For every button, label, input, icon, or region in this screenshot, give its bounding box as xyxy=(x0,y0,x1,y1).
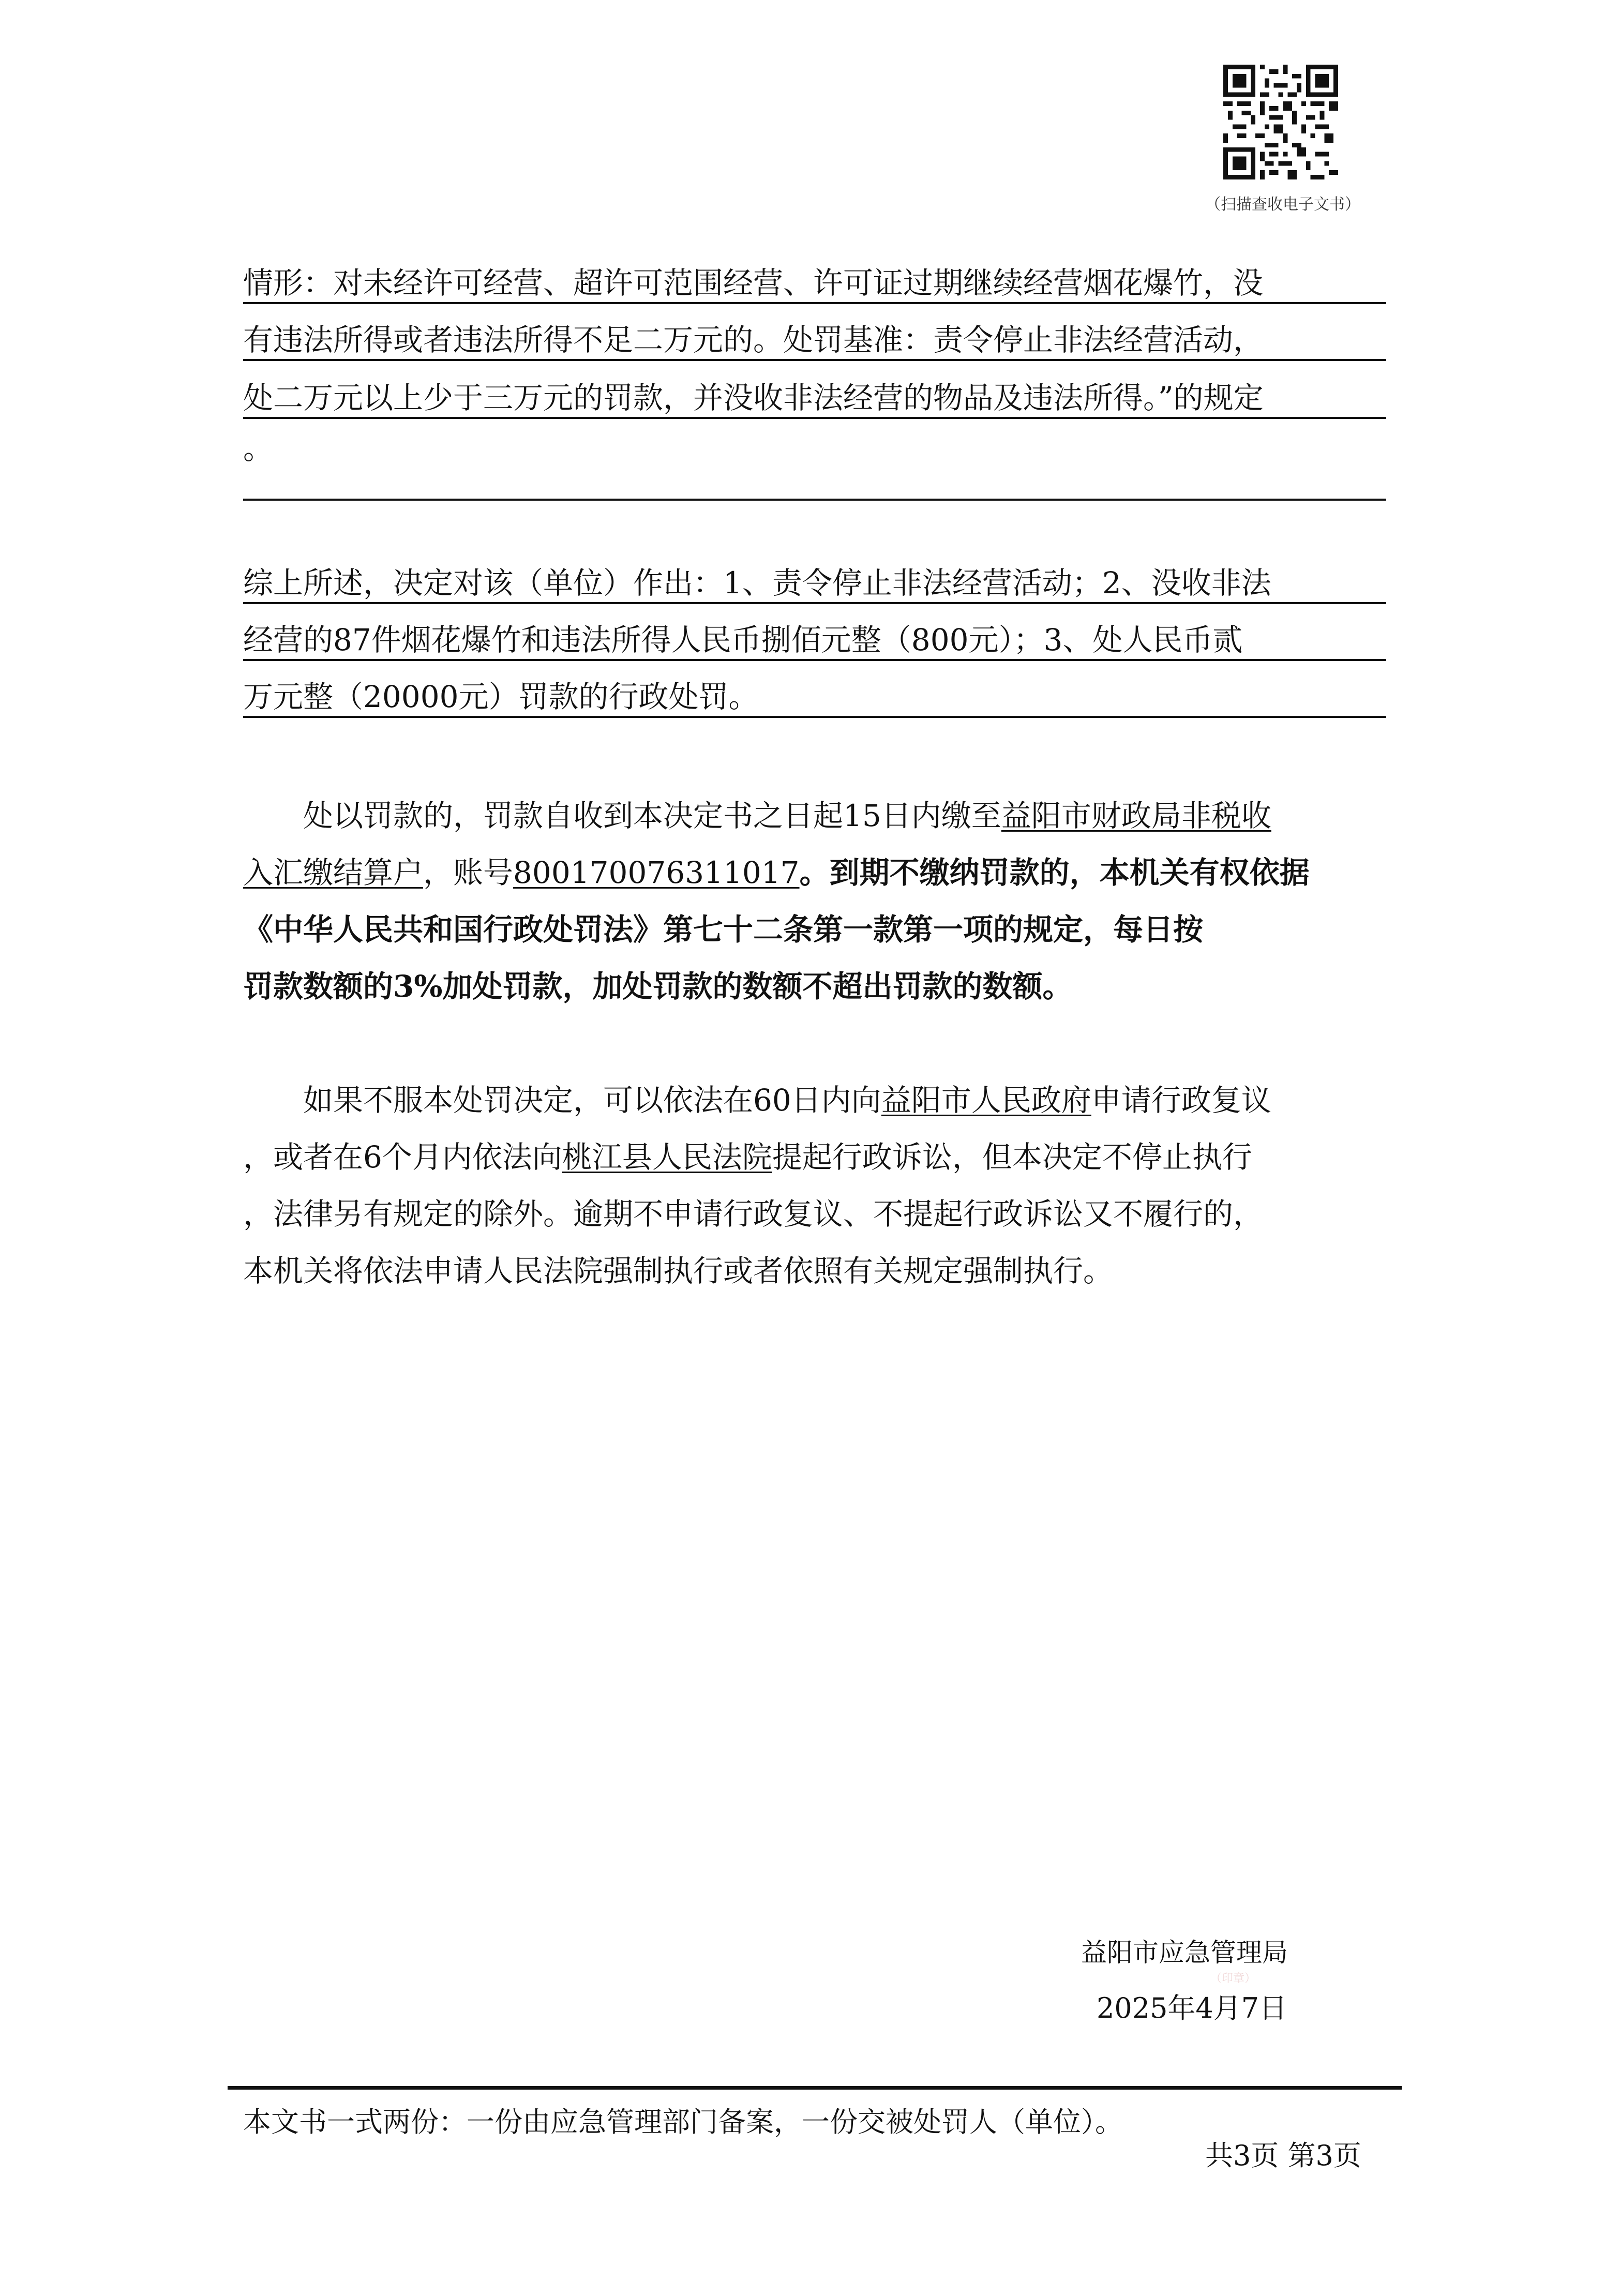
paragraph4-line1: 如果不服本处罚决定，可以依法在60日内向益阳市人民政府申请行政复议 xyxy=(303,1083,1271,1118)
paragraph3-line2: 入汇缴结算户，账号800170076311017。到期不缴纳罚款的，本机关有权依据 xyxy=(243,855,1310,890)
paragraph4-line2: ，或者在6个月内依法向桃江县人民法院提起行政诉讼，但本决定不停止执行 xyxy=(243,1139,1252,1175)
payee-account-name: 入汇缴结算户 xyxy=(243,855,424,890)
paragraph3-line3: 《中华人民共和国行政处罚法》第七十二条第一款第一项的规定，每日按 xyxy=(243,912,1204,947)
issuing-authority: 益阳市应急管理局 xyxy=(1081,1938,1288,1968)
seal-mark: （印章） xyxy=(1210,1972,1256,1985)
qr-caption: （扫描查收电子文书） xyxy=(1205,196,1360,214)
paragraph2-line2: 经营的87件烟花爆竹和违法所得人民币捌佰元整（800元）；3、处人民币贰 xyxy=(243,616,1386,661)
paragraph1-line1: 情形：对未经许可经营、超许可范围经营、许可证过期继续经营烟花爆竹，没 xyxy=(243,259,1386,304)
paragraph2-line3: 万元整（20000元）罚款的行政处罚。 xyxy=(243,672,1386,718)
paragraph1-line2: 有违法所得或者违法所得不足二万元的。处罚基准：责令停止非法经营活动， xyxy=(243,316,1386,361)
page-number: 共3页 第3页 xyxy=(1205,2139,1361,2172)
account-number: 800170076311017 xyxy=(513,855,800,890)
paragraph3-line4: 罚款数额的3%加处罚款，加处罚款的数额不超出罚款的数额。 xyxy=(243,969,1073,1004)
review-authority: 益阳市人民政府 xyxy=(881,1083,1091,1118)
paragraph4-line3: ，法律另有规定的除外。逾期不申请行政复议、不提起行政诉讼又不履行的， xyxy=(243,1196,1264,1232)
paragraph4-line4: 本机关将依法申请人民法院强制执行或者依照有关规定强制执行。 xyxy=(243,1253,1114,1288)
qr-code-icon xyxy=(1223,65,1338,179)
paragraph2-line1: 综上所述，决定对该（单位）作出：1、责令停止非法经营活动；2、没收非法 xyxy=(243,559,1386,604)
paragraph3-line1: 处以罚款的，罚款自收到本决定书之日起15日内缴至益阳市财政局非税收 xyxy=(303,798,1271,833)
paragraph1-line3: 处二万元以上少于三万元的罚款，并没收非法经营的物品及违法所得。”的规定 xyxy=(243,373,1386,419)
payee-bank: 益阳市财政局非税收 xyxy=(1001,798,1271,833)
copies-note: 本文书一式两份：一份由应急管理部门备案，一份交被处罚人（单位）。 xyxy=(243,2106,1123,2138)
paragraph1-line4: 。 xyxy=(243,455,1386,501)
court-name: 桃江县人民法院 xyxy=(562,1139,772,1175)
issue-date: 2025年4月7日 xyxy=(1097,1992,1287,2024)
footer-divider xyxy=(228,2086,1402,2090)
